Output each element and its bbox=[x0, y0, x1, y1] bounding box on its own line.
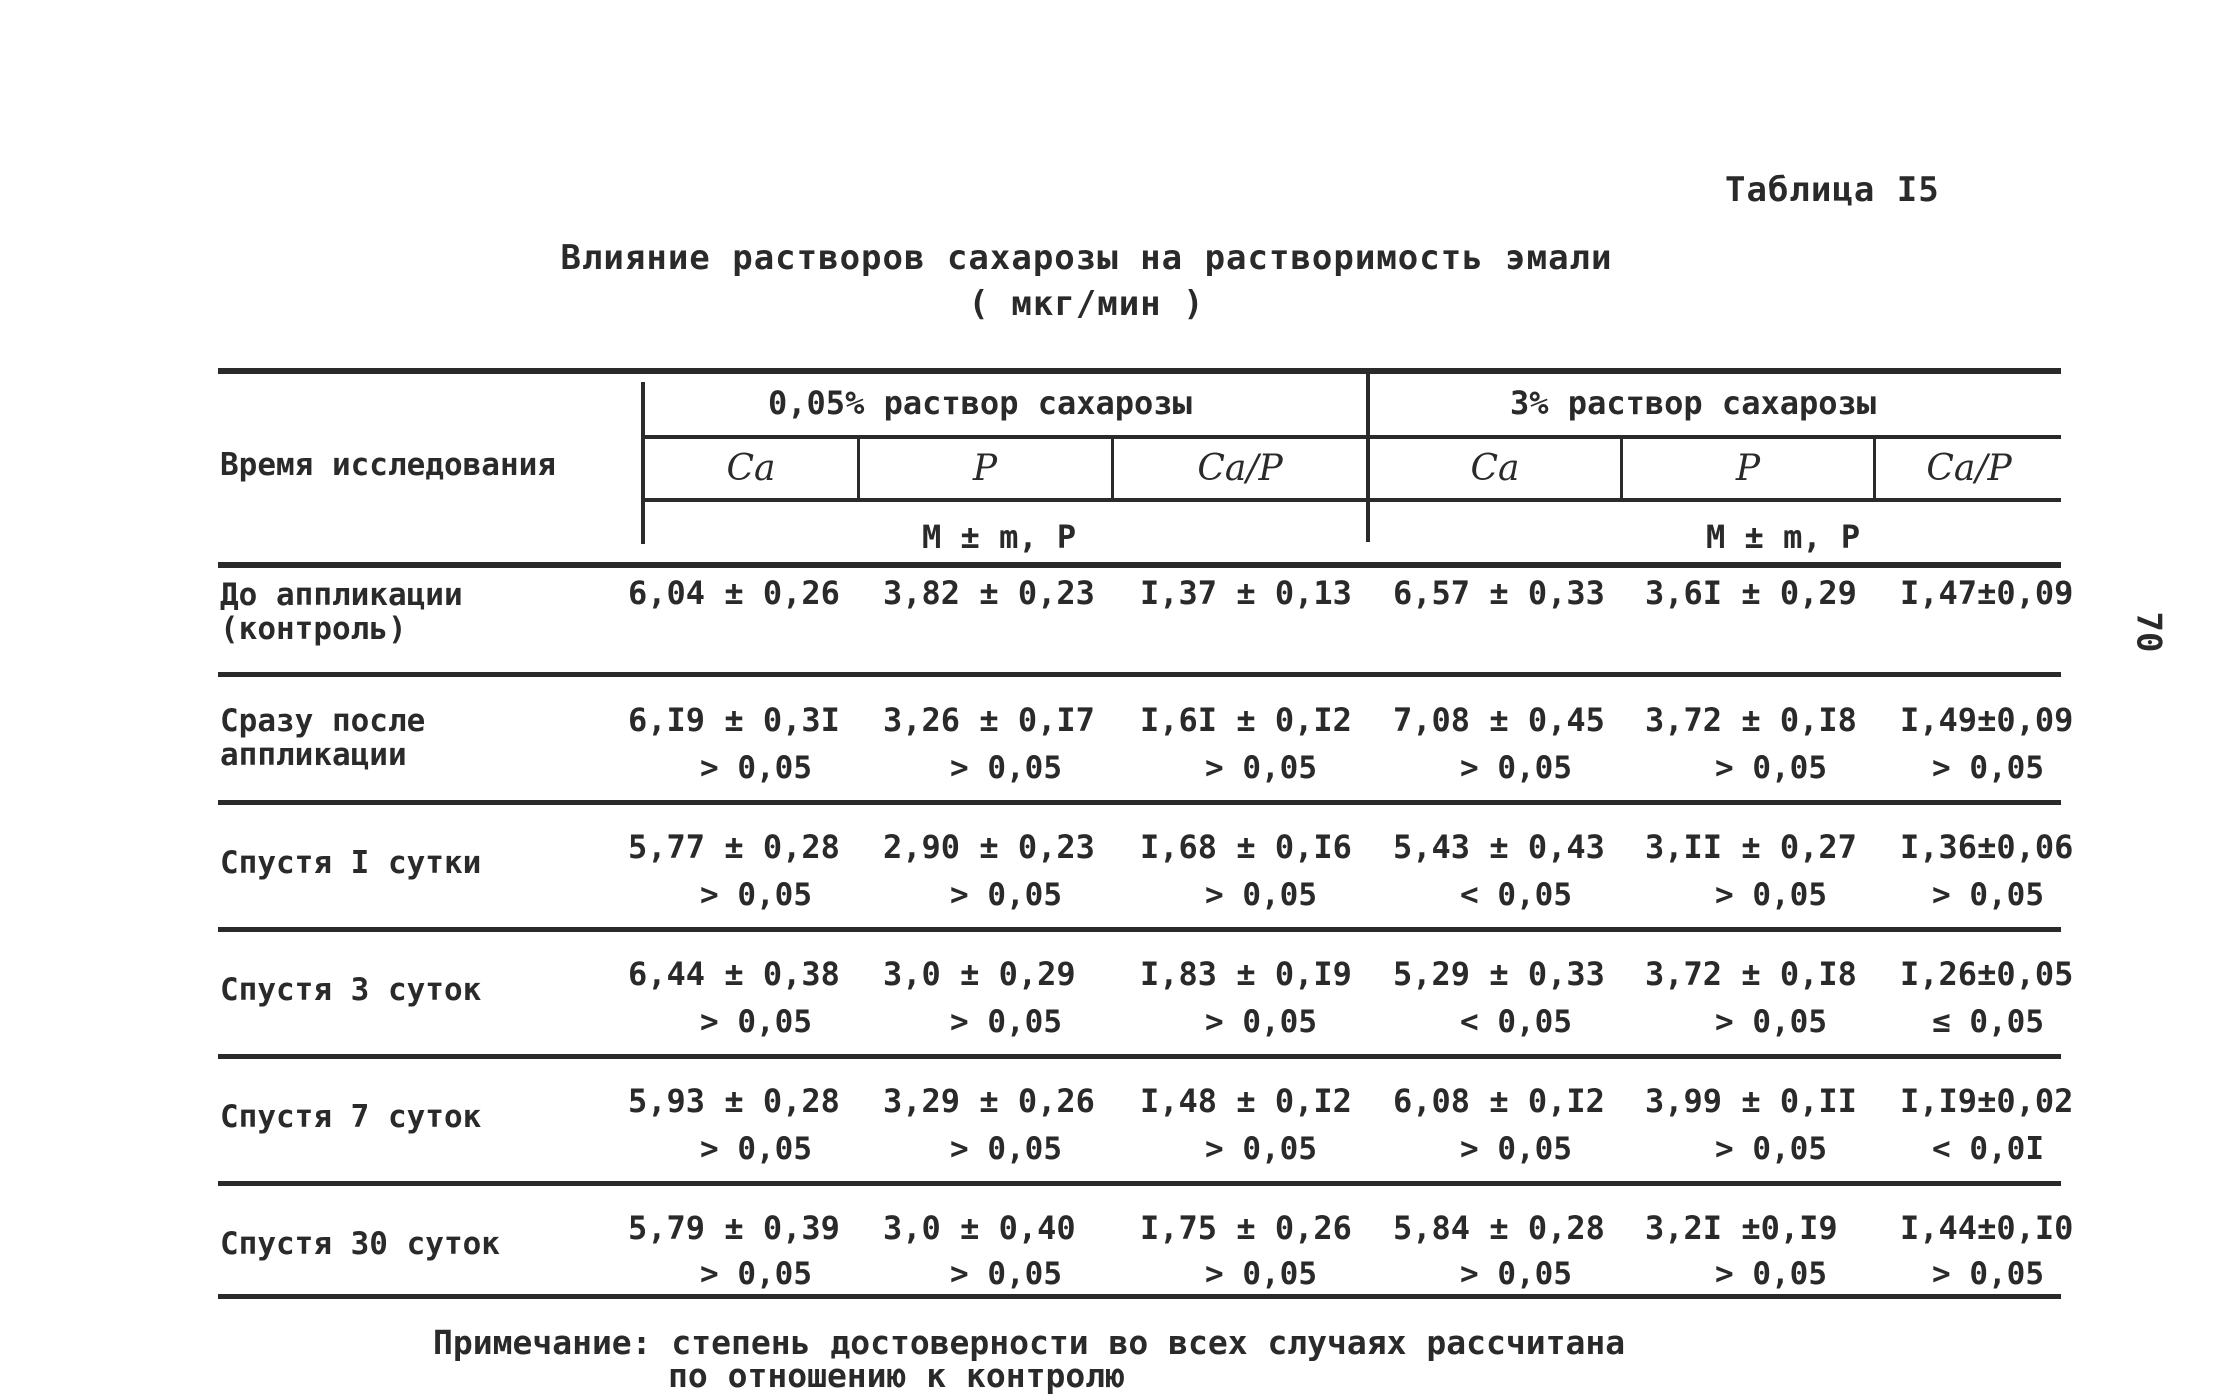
p-value: > 0,05 bbox=[950, 750, 1062, 786]
subcol-header: Ca bbox=[726, 448, 776, 489]
p-value: > 0,05 bbox=[1205, 877, 1317, 913]
cell-value: I,6I ± 0,I2 bbox=[1140, 701, 1352, 739]
cell-value: 3,2I ±0,I9 bbox=[1645, 1209, 1838, 1247]
p-value: > 0,05 bbox=[950, 1256, 1062, 1292]
p-value: > 0,05 bbox=[950, 1004, 1062, 1040]
cell-value: 3,II ± 0,27 bbox=[1645, 828, 1857, 866]
cell-value: 5,43 ± 0,43 bbox=[1393, 828, 1605, 866]
cell-value: I,48 ± 0,I2 bbox=[1140, 1082, 1352, 1120]
cell-value: 6,44 ± 0,38 bbox=[628, 955, 840, 993]
p-value: > 0,05 bbox=[1460, 1131, 1572, 1167]
column-separator bbox=[857, 436, 860, 500]
p-value: > 0,05 bbox=[1715, 1256, 1827, 1292]
cell-value: I,44±0,I0 bbox=[1900, 1209, 2074, 1247]
row-divider bbox=[218, 672, 2061, 677]
p-value: > 0,05 bbox=[700, 877, 812, 913]
cell-value: 5,93 ± 0,28 bbox=[628, 1082, 840, 1120]
p-value: > 0,05 bbox=[1715, 877, 1827, 913]
row-divider bbox=[218, 800, 2061, 805]
p-value: > 0,05 bbox=[1205, 1131, 1317, 1167]
subcol-header: Ca/P bbox=[1926, 448, 2012, 489]
table-bottom-rule bbox=[218, 1294, 2061, 1299]
cell-value: 6,57 ± 0,33 bbox=[1393, 574, 1605, 612]
p-value: > 0,05 bbox=[700, 1131, 812, 1167]
p-value: > 0,05 bbox=[950, 877, 1062, 913]
cell-value: I,75 ± 0,26 bbox=[1140, 1209, 1352, 1247]
page-number: 70 bbox=[2128, 611, 2169, 653]
cell-value: 5,79 ± 0,39 bbox=[628, 1209, 840, 1247]
cell-value: 3,82 ± 0,23 bbox=[883, 574, 1095, 612]
row-label: До аппликации (контроль) bbox=[220, 577, 463, 647]
cell-value: 5,29 ± 0,33 bbox=[1393, 955, 1605, 993]
cell-value: I,83 ± 0,I9 bbox=[1140, 955, 1352, 993]
subcol-header-rule bbox=[643, 498, 2061, 502]
table-title: Влияние растворов сахарозы на растворимость эмали bbox=[560, 238, 1613, 278]
p-value: > 0,05 bbox=[1460, 1256, 1572, 1292]
row-label: Сразу после аппликации bbox=[220, 703, 426, 773]
cell-value: 2,90 ± 0,23 bbox=[883, 828, 1095, 866]
row-label: Спустя I сутки bbox=[220, 845, 482, 881]
stat-header-1: M ± m, P bbox=[922, 518, 1077, 556]
cell-value: I,37 ± 0,13 bbox=[1140, 574, 1352, 612]
cell-value: 7,08 ± 0,45 bbox=[1393, 701, 1605, 739]
p-value: > 0,05 bbox=[1932, 1256, 2044, 1292]
cell-value: I,68 ± 0,I6 bbox=[1140, 828, 1352, 866]
table-top-rule bbox=[218, 368, 2061, 374]
group-header-2: 3% раствор сахарозы bbox=[1510, 384, 1877, 422]
table-number: Таблица I5 bbox=[1725, 170, 1940, 210]
cell-value: 3,6I ± 0,29 bbox=[1645, 574, 1857, 612]
footnote: Примечание: степень достоверности во всех случаях рассчитана bbox=[433, 1323, 1626, 1362]
cell-value: I,49±0,09 bbox=[1900, 701, 2074, 739]
row-divider bbox=[218, 1054, 2061, 1059]
p-value: > 0,05 bbox=[1205, 750, 1317, 786]
cell-value: 5,77 ± 0,28 bbox=[628, 828, 840, 866]
subcol-header: Ca bbox=[1470, 448, 1520, 489]
column-separator bbox=[1620, 436, 1623, 500]
column-separator bbox=[1873, 436, 1876, 500]
column-separator bbox=[641, 382, 645, 544]
row-label: Спустя 3 суток bbox=[220, 972, 482, 1008]
row-divider bbox=[218, 927, 2061, 932]
cell-value: 6,I9 ± 0,3I bbox=[628, 701, 840, 739]
p-value: > 0,05 bbox=[1205, 1256, 1317, 1292]
p-value: > 0,05 bbox=[700, 1256, 812, 1292]
cell-value: I,I9±0,02 bbox=[1900, 1082, 2074, 1120]
column-separator bbox=[1111, 436, 1114, 500]
cell-value: 6,08 ± 0,I2 bbox=[1393, 1082, 1605, 1120]
table-units: ( мкг/мин ) bbox=[968, 284, 1205, 324]
cell-value: 3,26 ± 0,I7 bbox=[883, 701, 1095, 739]
cell-value: 3,72 ± 0,I8 bbox=[1645, 955, 1857, 993]
p-value: > 0,05 bbox=[1932, 750, 2044, 786]
cell-value: 6,04 ± 0,26 bbox=[628, 574, 840, 612]
p-value: ≤ 0,05 bbox=[1932, 1004, 2044, 1040]
row-label: Спустя 7 суток bbox=[220, 1099, 482, 1135]
cell-value: 3,0 ± 0,29 bbox=[883, 955, 1076, 993]
p-value: > 0,05 bbox=[1205, 1004, 1317, 1040]
cell-value: I,47±0,09 bbox=[1900, 574, 2074, 612]
p-value: > 0,05 bbox=[1932, 877, 2044, 913]
cell-value: I,26±0,05 bbox=[1900, 955, 2074, 993]
p-value: < 0,0I bbox=[1932, 1131, 2044, 1167]
cell-value: 3,72 ± 0,I8 bbox=[1645, 701, 1857, 739]
subcol-header: P bbox=[972, 448, 998, 489]
cell-value: I,36±0,06 bbox=[1900, 828, 2074, 866]
p-value: > 0,05 bbox=[1460, 750, 1572, 786]
cell-value: 3,99 ± 0,II bbox=[1645, 1082, 1857, 1120]
row-divider bbox=[218, 1181, 2061, 1186]
row-label: Спустя 30 суток bbox=[220, 1226, 500, 1262]
row-header-label: Время исследования bbox=[220, 447, 556, 483]
header-bottom-rule bbox=[218, 562, 2061, 568]
cell-value: 3,29 ± 0,26 bbox=[883, 1082, 1095, 1120]
p-value: > 0,05 bbox=[1715, 1004, 1827, 1040]
footnote-continued: по отношению к контролю bbox=[668, 1356, 1125, 1395]
cell-value: 5,84 ± 0,28 bbox=[1393, 1209, 1605, 1247]
stat-header-2: M ± m, P bbox=[1706, 518, 1861, 556]
p-value: > 0,05 bbox=[950, 1131, 1062, 1167]
p-value: > 0,05 bbox=[1715, 1131, 1827, 1167]
p-value: > 0,05 bbox=[700, 1004, 812, 1040]
subcol-header: P bbox=[1735, 448, 1761, 489]
cell-value: 3,0 ± 0,40 bbox=[883, 1209, 1076, 1247]
p-value: > 0,05 bbox=[1715, 750, 1827, 786]
group-separator bbox=[1366, 372, 1370, 542]
subcol-header: Ca/P bbox=[1197, 448, 1283, 489]
group-header-rule bbox=[643, 435, 2061, 439]
group-header-1: 0,05% раствор сахарозы bbox=[768, 384, 1192, 422]
p-value: > 0,05 bbox=[700, 750, 812, 786]
p-value: < 0,05 bbox=[1460, 1004, 1572, 1040]
p-value: < 0,05 bbox=[1460, 877, 1572, 913]
